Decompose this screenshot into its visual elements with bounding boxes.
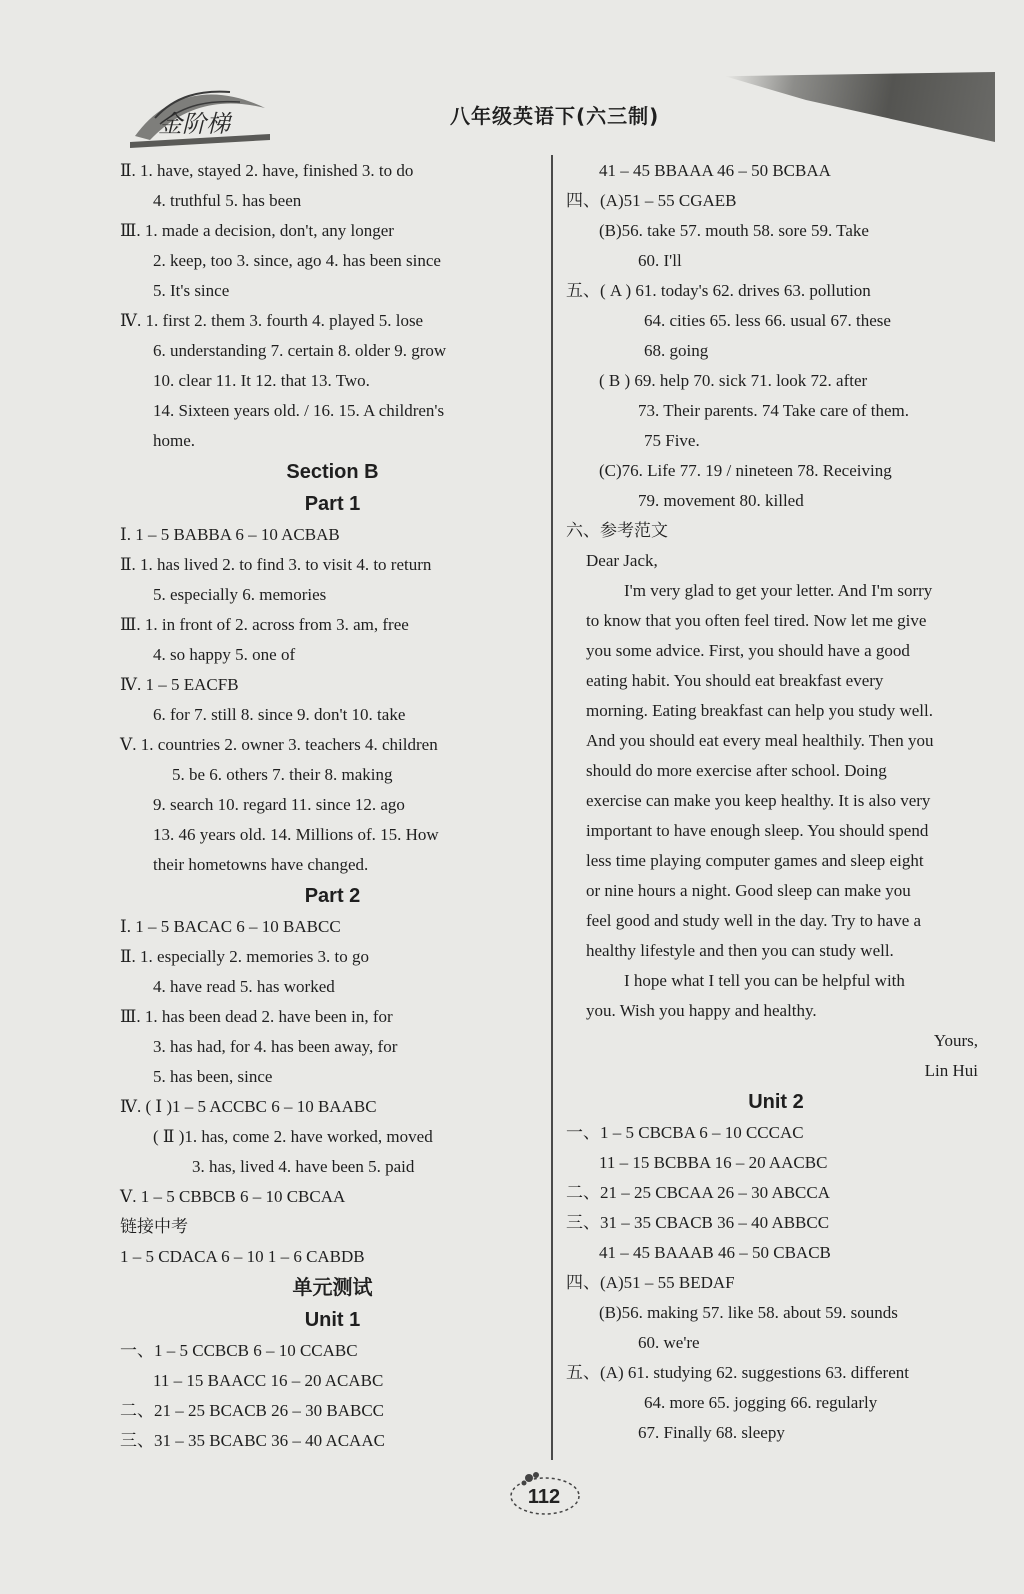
logo-text: 金阶梯 — [158, 110, 230, 138]
answer-line: Ⅲ. 1. made a decision, don't, any longer — [120, 221, 394, 240]
answer-line: I hope what I tell you can be helpful with — [624, 971, 905, 990]
answer-line: 链接中考 — [120, 1217, 188, 1236]
answer-line: their hometowns have changed. — [153, 855, 369, 874]
answer-line: 四、(A)51 – 55 BEDAF — [566, 1273, 735, 1292]
answer-line: 11 – 15 BAACC 16 – 20 ACABC — [153, 1371, 384, 1390]
answer-line: 6. understanding 7. certain 8. older 9. grow — [153, 341, 447, 360]
answer-line: Ⅳ. ( Ⅰ )1 – 5 ACCBC 6 – 10 BAABC — [120, 1097, 377, 1116]
answer-line: 4. so happy 5. one of — [153, 645, 296, 664]
answer-line: Ⅳ. 1 – 5 EACFB — [120, 675, 239, 694]
answer-line: 六、参考范文 — [566, 521, 668, 540]
answer-line: 14. Sixteen years old. / 16. 15. A children's — [153, 401, 445, 420]
answer-line: 64. more 65. jogging 66. regularly — [644, 1393, 878, 1412]
header-decoration — [725, 72, 995, 142]
answer-line: 79. movement 80. killed — [638, 491, 804, 510]
answer-line: 1 – 5 CDACA 6 – 10 1 – 6 CABDB — [120, 1247, 365, 1266]
answer-line: to know that you often feel tired. Now let me give — [586, 611, 927, 630]
answer-line: 四、(A)51 – 55 CGAEB — [566, 191, 737, 210]
answer-line: 二、21 – 25 CBCAA 26 – 30 ABCCA — [566, 1183, 831, 1202]
answer-line: important to have enough sleep. You should spend — [586, 821, 929, 840]
answer-line: 3. has had, for 4. has been away, for — [153, 1037, 398, 1056]
answer-line: 60. we're — [638, 1333, 700, 1352]
answer-line: 9. search 10. regard 11. since 12. ago — [153, 795, 405, 814]
answer-line: Ⅰ. 1 – 5 BACAC 6 – 10 BABCC — [120, 917, 341, 936]
answer-line: 5. especially 6. memories — [153, 585, 327, 604]
answer-line: 64. cities 65. less 66. usual 67. these — [644, 311, 891, 330]
answer-line: 五、(A) 61. studying 62. suggestions 63. different — [566, 1363, 909, 1382]
answer-line: ( Ⅱ )1. has, come 2. have worked, moved — [153, 1127, 433, 1146]
answer-line: Ⅴ. 1 – 5 CBBCB 6 – 10 CBCAA — [120, 1187, 346, 1206]
answer-line: Ⅴ. 1. countries 2. owner 3. teachers 4. children — [120, 735, 438, 754]
answer-line: Lin Hui — [924, 1061, 978, 1080]
answer-line: 4. truthful 5. has been — [153, 191, 302, 210]
answer-line: 5. has been, since — [153, 1067, 273, 1086]
answer-line: 10. clear 11. It 12. that 13. Two. — [153, 371, 370, 390]
answer-line: feel good and study well in the day. Try to have a — [586, 911, 922, 930]
answer-line: 13. 46 years old. 14. Millions of. 15. How — [153, 825, 439, 844]
right-column — [566, 156, 986, 1448]
answer-line: 三、31 – 35 CBACB 36 – 40 ABBCC — [566, 1213, 830, 1232]
answer-line: I'm very glad to get your letter. And I'm sorry — [624, 581, 933, 600]
answer-line: 60. I'll — [638, 251, 682, 270]
page-number: 112 — [527, 1486, 561, 1508]
answer-line: eating habit. You should eat breakfast every — [586, 671, 884, 690]
section-heading: Section B — [286, 461, 379, 483]
answer-line: less time playing computer games and sleep eight — [586, 851, 924, 870]
answer-line: home. — [153, 431, 196, 450]
answer-line: 三、31 – 35 BCABC 36 – 40 ACAAC — [120, 1431, 385, 1450]
answer-line: you. Wish you happy and healthy. — [586, 1001, 817, 1020]
answer-line: or nine hours a night. Good sleep can make you — [586, 881, 911, 900]
answer-line: And you should eat every meal healthily. Then you — [586, 731, 934, 750]
section-heading: Unit 1 — [304, 1309, 361, 1331]
answer-line: (C)76. Life 77. 19 / nineteen 78. Receiving — [599, 461, 892, 480]
answer-line: Yours, — [933, 1031, 978, 1050]
section-heading: 单元测试 — [292, 1277, 373, 1299]
answer-line: 4. have read 5. has worked — [153, 977, 335, 996]
section-heading: Part 2 — [304, 885, 361, 907]
answer-line: 5. be 6. others 7. their 8. making — [172, 765, 393, 784]
section-heading: Unit 2 — [748, 1091, 804, 1113]
answer-line: Ⅲ. 1. in front of 2. across from 3. am, free — [120, 615, 409, 634]
answer-line: should do more exercise after school. Doing — [586, 761, 887, 780]
page-title: 八年级英语下(六三制) — [450, 104, 660, 128]
answer-line: 11 – 15 BCBBA 16 – 20 AACBC — [599, 1153, 828, 1172]
answer-line: 五、( A ) 61. today's 62. drives 63. pollution — [566, 281, 871, 300]
answer-line: 3. has, lived 4. have been 5. paid — [192, 1157, 415, 1176]
column-divider — [551, 155, 553, 1460]
answer-line: exercise can make you keep healthy. It is also very — [586, 791, 931, 810]
answer-line: 6. for 7. still 8. since 9. don't 10. take — [153, 705, 406, 724]
answer-line: 67. Finally 68. sleepy — [638, 1423, 785, 1442]
answer-line: Ⅰ. 1 – 5 BABBA 6 – 10 ACBAB — [120, 525, 340, 544]
answer-line: healthy lifestyle and then you can study well. — [586, 941, 894, 960]
answer-line: 68. going — [644, 341, 709, 360]
answer-line: 2. keep, too 3. since, ago 4. has been since — [153, 251, 441, 270]
answer-line: Ⅱ. 1. have, stayed 2. have, finished 3. to do — [120, 161, 414, 180]
left-column — [120, 156, 545, 1456]
answer-line: 一、1 – 5 CCBCB 6 – 10 CCABC — [120, 1341, 358, 1360]
answer-line: Ⅱ. 1. has lived 2. to find 3. to visit 4. to return — [120, 555, 432, 574]
answer-line: you some advice. First, you should have a good — [586, 641, 910, 660]
answer-line: 二、21 – 25 BCACB 26 – 30 BABCC — [120, 1401, 385, 1420]
answer-line: (B)56. take 57. mouth 58. sore 59. Take — [599, 221, 869, 240]
answer-line: 75 Five. — [644, 431, 700, 450]
section-heading: Part 1 — [304, 493, 361, 515]
answer-line: 41 – 45 BBAAA 46 – 50 BCBAA — [599, 161, 831, 180]
answer-line: 一、1 – 5 CBCBA 6 – 10 CCCAC — [566, 1123, 804, 1142]
answer-line: 5. It's since — [153, 281, 230, 300]
answer-line: 41 – 45 BAAAB 46 – 50 CBACB — [599, 1243, 831, 1262]
answer-line: Ⅳ. 1. first 2. them 3. fourth 4. played 5. lose — [120, 311, 424, 330]
answer-line: Dear Jack, — [586, 551, 658, 570]
answer-line: (B)56. making 57. like 58. about 59. sounds — [599, 1303, 898, 1322]
answer-line: morning. Eating breakfast can help you study well. — [586, 701, 933, 720]
answer-line: 73. Their parents. 74 Take care of them. — [638, 401, 910, 420]
answer-line: ( B ) 69. help 70. sick 71. look 72. after — [599, 371, 868, 390]
answer-line: Ⅱ. 1. especially 2. memories 3. to go — [120, 947, 370, 966]
answer-line: Ⅲ. 1. has been dead 2. have been in, for — [120, 1007, 393, 1026]
